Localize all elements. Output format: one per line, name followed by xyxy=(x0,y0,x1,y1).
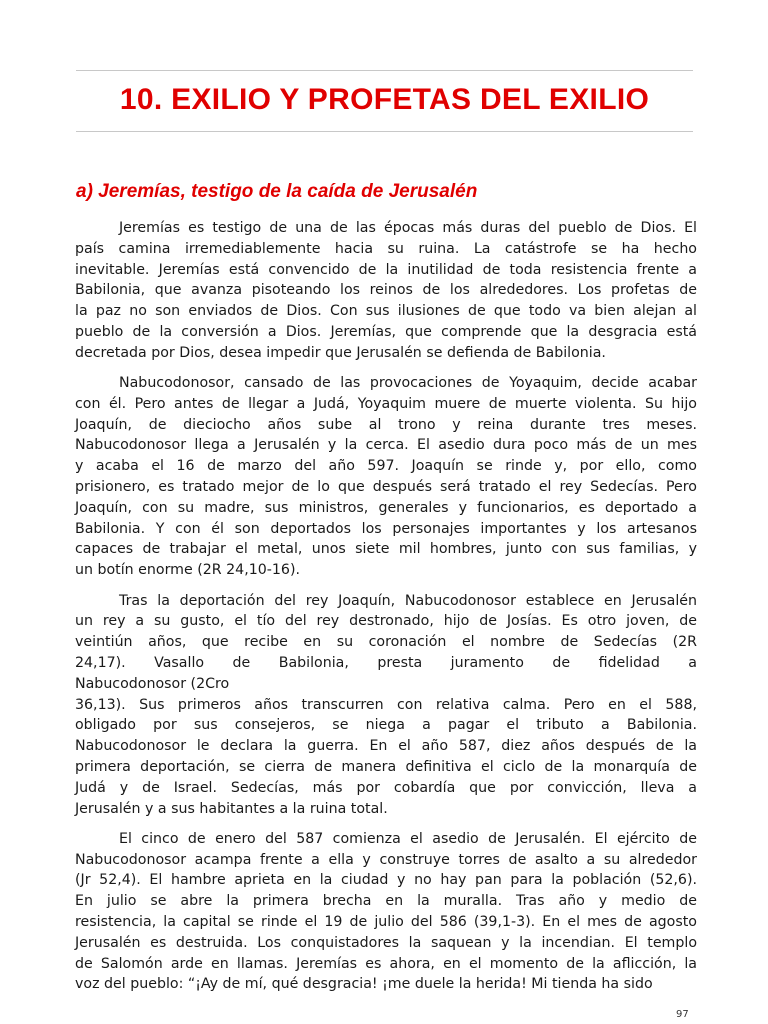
paragraph-line: de Salomón arde en llamas. Jeremías es ahora, en el momento de la aflicción, la xyxy=(75,955,697,972)
paragraph-line: voz del pueblo: “¡Ay de mí, qué desgracia! ¡me duele la herida! Mi tienda ha sido xyxy=(75,976,653,993)
chapter-title: 10. EXILIO Y PROFETAS DEL EXILIO xyxy=(119,83,650,116)
paragraph-line: capaces de trabajar el metal, unos siete mil hombres, junto con sus familias, y xyxy=(75,541,697,558)
paragraph-line: Judá y de Israel. Sedecías, más por cobardía que por convicción, lleva a xyxy=(75,779,697,796)
paragraph-line: El cinco de enero del 587 comienza el asedio de Jerusalén. El ejército de xyxy=(119,830,697,847)
bottom-rule xyxy=(76,131,693,132)
paragraph-line: 24,17). Vasallo de Babilonia, presta juramento de fidelidad a xyxy=(75,654,697,671)
paragraph-line: prisionero, es tratado mejor de lo que después será tratado el rey Sedecías. Pero xyxy=(75,479,697,496)
paragraph-line: (Jr 52,4). El hambre aprieta en la ciudad y no hay pan para la población (52,6). xyxy=(75,872,697,889)
paragraph-line: obligado por sus consejeros, se niega a pagar el tributo a Babilonia. xyxy=(75,717,697,734)
paragraph-line: Nabucodonosor (2Cro xyxy=(75,675,230,692)
paragraph-line: Jerusalén y a sus habitantes a la ruina total. xyxy=(75,800,388,817)
paragraph-line: un botín enorme (2R 24,10-16). xyxy=(75,562,300,579)
paragraph-line: Nabucodonosor acampa frente a ella y construye torres de asalto a su alrededor xyxy=(75,851,697,868)
paragraph-line: Babilonia. Y con él son deportados los personajes importantes y los artesanos xyxy=(75,520,697,537)
paragraph xyxy=(75,218,697,364)
paragraph-line: Nabucodonosor, cansado de las provocaciones de Yoyaquim, decide acabar xyxy=(119,375,697,392)
paragraph-line: un rey a su gusto, el tío del rey destronado, hijo de Josías. Es otro joven, de xyxy=(75,613,697,630)
paragraph xyxy=(75,373,697,581)
paragraph-line: resistencia, la capital se rinde el 19 de julio del 586 (39,1-3). En el mes de agosto xyxy=(75,914,697,930)
paragraph-line: Jeremías es testigo de una de las épocas más duras del pueblo de Dios. El xyxy=(119,220,697,236)
paragraph-line: Tras la deportación del rey Joaquín, Nabucodonosor establece en Jerusalén xyxy=(119,592,697,609)
paragraph-line: veintiún años, que recibe en su coronación el nombre de Sedecías (2R xyxy=(75,634,697,651)
paragraph-line: y acaba el 16 de marzo del año 597. Joaquín se rinde y, por ello, como xyxy=(75,458,697,475)
paragraph-line: Nabucodonosor llega a Jerusalén y la cerca. El asedio dura poco más de un mes xyxy=(75,437,697,454)
paragraph-line: En julio se abre la primera brecha en la muralla. Tras año y medio de xyxy=(75,893,697,910)
paragraph xyxy=(75,829,697,995)
paragraph-line: la paz no son enviados de Dios. Con sus ilusiones de que todo va bien alejan al xyxy=(75,303,697,320)
paragraph-line: país camina irremediablemente hacia su ruina. La catástrofe se ha hecho xyxy=(75,240,697,257)
paragraph-line: primera deportación, se cierra de manera definitiva el ciclo de la monarquía de xyxy=(75,758,697,775)
paragraph-line: pueblo de la conversión a Dios. Jeremías, que comprende que la desgracia está xyxy=(75,323,697,340)
paragraph-line: Joaquín, de dieciocho años sube al trono y reina durante tres meses. xyxy=(75,416,697,433)
paragraph-line: con él. Pero antes de llegar a Judá, Yoyaquim muere de muerte violenta. Su hijo xyxy=(75,395,697,412)
paragraph xyxy=(75,591,697,820)
paragraph-line: Nabucodonosor le declara la guerra. En el año 587, diez años después de la xyxy=(75,738,697,755)
paragraph-line: inevitable. Jeremías está convencido de la inutilidad de toda resistencia frente a xyxy=(75,261,697,278)
paragraph-line: decretada por Dios, desea impedir que Jerusalén se defienda de Babilonia. xyxy=(75,344,606,361)
section-heading: a) Jeremías, testigo de la caída de Jerusalén xyxy=(76,181,478,202)
paragraph-line: 36,13). Sus primeros años transcurren con relativa calma. Pero en el 588, xyxy=(75,696,697,713)
top-rule xyxy=(76,70,693,71)
paragraph-line: Joaquín, con su madre, sus ministros, generales y funcionarios, es deportado a xyxy=(75,499,697,516)
paragraph-line: Babilonia, que avanza pisoteando los reinos de los alrededores. Los profetas de xyxy=(75,282,697,299)
paragraph-line: Jerusalén es destruida. Los conquistadores la saquean y la incendian. El templo xyxy=(75,934,697,951)
page-number: 97 xyxy=(676,1009,689,1020)
body-text xyxy=(75,218,697,995)
